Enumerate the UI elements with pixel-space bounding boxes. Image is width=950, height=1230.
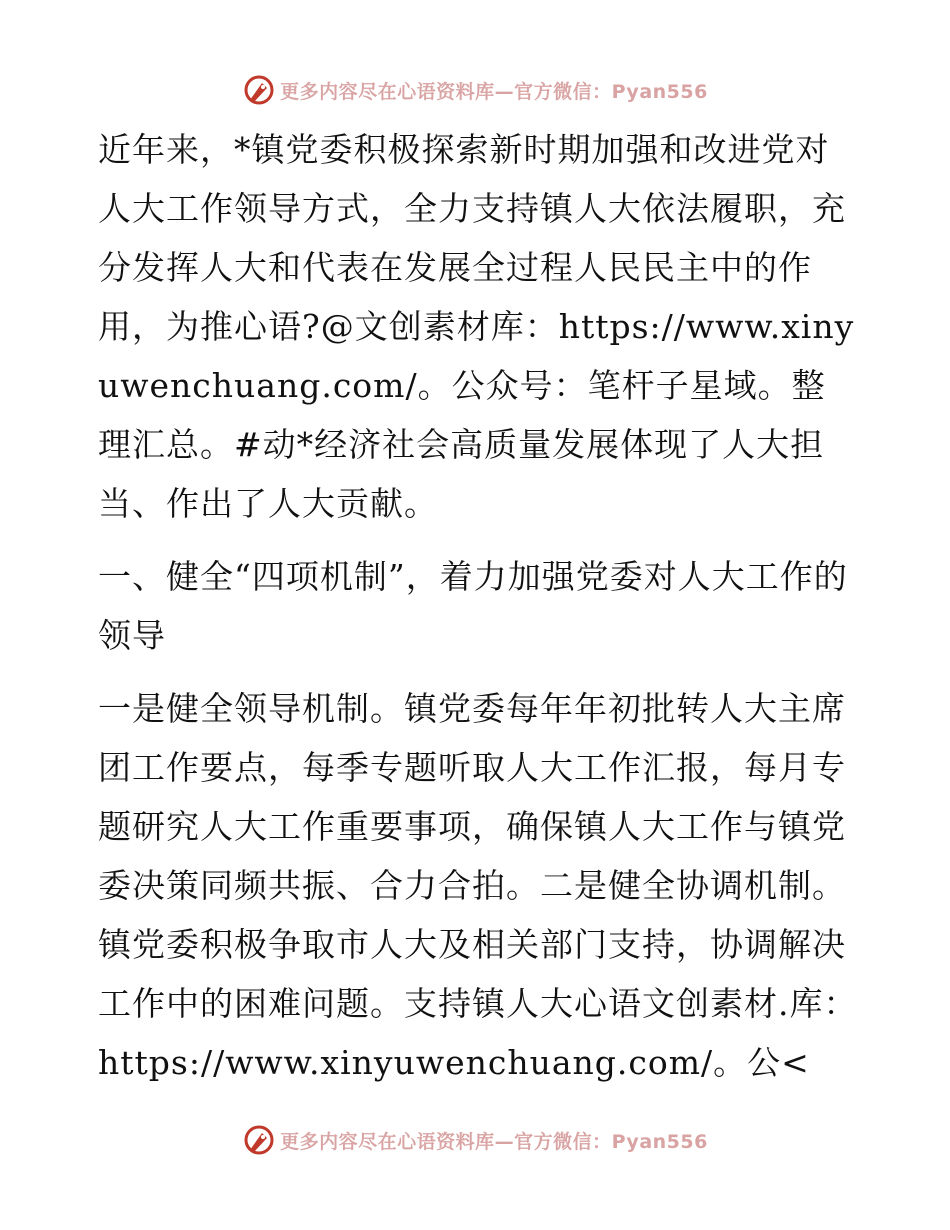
- paragraph-intro: 近年来，*镇党委积极探索新时期加强和改进党对人大工作领导方式，全力支持镇人大依法履职，充分发挥人大和代表在发展全过程人民民主中的作用，为推心语?@文创素材库：https://www.xinyuwenchuang.com/。公众号：笔杆子星域。整理汇总。#动*经济社会高质量发展体现了人大担当、作出了人大贡献。: [98, 130, 855, 523]
- paragraph-mechanisms: 一是健全领导机制。镇党委每年年初批转人大主席团工作要点，每季专题听取人大工作汇报，每月专题研究人大工作重要事项，确保镇人大工作与镇党委决策同频共振、合力合拍。二是健全协调机制。镇党委积极争取市人大及相关部门支持，协调解决工作中的困难问题。支持镇人大心语文创素材.库：https://www.xinyuwenchuang.com/。公<: [98, 689, 858, 1082]
- section-heading-1: 一、健全“四项机制”，着力加强党委对人大工作的领导: [98, 557, 848, 655]
- header-banner: [0, 70, 950, 110]
- pen-nib-logo-icon: [242, 1123, 276, 1157]
- document-body: [98, 120, 858, 1092]
- footer-banner-text: 更多内容尽在心语资料库—官方微信：Pyan556: [280, 1130, 708, 1153]
- pen-nib-logo-icon: [242, 73, 276, 107]
- footer-banner: [0, 1120, 950, 1160]
- header-banner-text: 更多内容尽在心语资料库—官方微信：Pyan556: [280, 80, 708, 103]
